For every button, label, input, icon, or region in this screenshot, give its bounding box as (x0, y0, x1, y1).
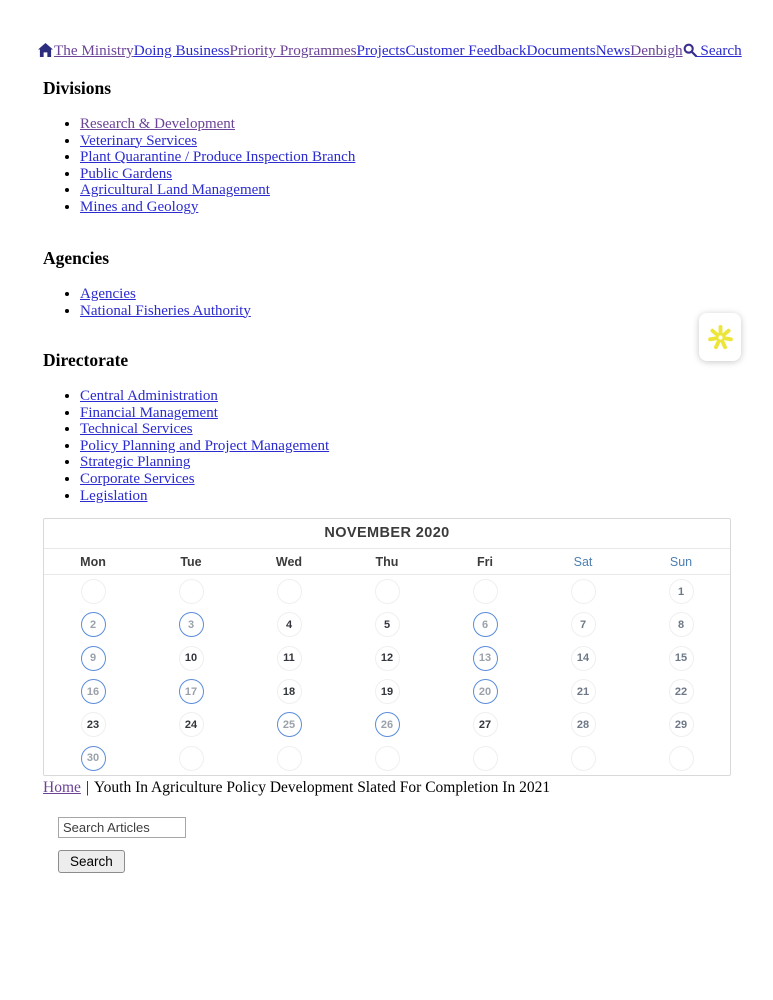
calendar-day-13[interactable]: 13 (473, 646, 498, 671)
home-icon (38, 43, 53, 57)
link-strategic-planning[interactable]: Strategic Planning (80, 454, 191, 471)
calendar-cell-22 (632, 675, 730, 708)
calendar-day-15: 15 (669, 646, 694, 671)
calendar-cell-30 (44, 741, 142, 774)
calendar-empty-circle (473, 746, 498, 771)
link-central-administration[interactable]: Central Administration (80, 388, 218, 404)
calendar-day-10: 10 (179, 646, 204, 671)
list-item (80, 421, 683, 438)
calendar-month-title: NOVEMBER 2020 (44, 519, 730, 549)
calendar-day-7: 7 (571, 612, 596, 637)
calendar-cell-1 (632, 575, 730, 608)
list-item (80, 438, 683, 455)
calendar-empty-circle (277, 579, 302, 604)
calendar-cell-2 (44, 608, 142, 641)
calendar-empty-circle (179, 579, 204, 604)
calendar-empty-circle (81, 579, 106, 604)
section-title-divisions: Divisions (43, 78, 112, 98)
calendar-day-11: 11 (277, 646, 302, 671)
list-item (80, 286, 683, 303)
calendar-empty-circle (179, 746, 204, 771)
link-technical-services[interactable]: Technical Services (80, 421, 193, 438)
calendar-day-19: 19 (375, 679, 400, 704)
calendar-cell-empty (632, 741, 730, 774)
section-title-directorate: Directorate (43, 350, 129, 370)
accessibility-widget-button[interactable] (699, 313, 741, 361)
calendar-cell-empty (142, 741, 240, 774)
calendar-day-16[interactable]: 16 (81, 679, 106, 704)
calendar-day-header-thu: Thu (375, 554, 399, 569)
calendar-cell-9 (44, 642, 142, 675)
nav-link-customer-feedback[interactable]: Customer Feedback (405, 42, 527, 59)
section-agencies (43, 248, 683, 319)
calendar-day-header-sun: Sun (669, 554, 693, 569)
calendar-empty-circle (375, 746, 400, 771)
events-calendar (43, 518, 731, 776)
search-articles-input[interactable] (58, 817, 186, 838)
calendar-cell-18 (240, 675, 338, 708)
link-plant-quarantine-produce-inspection-branch[interactable]: Plant Quarantine / Produce Inspection Branch (80, 149, 356, 166)
calendar-empty-circle (669, 746, 694, 771)
calendar-empty-circle (571, 579, 596, 604)
list-item (80, 133, 683, 150)
calendar-day-14: 14 (571, 646, 596, 671)
calendar-day-21: 21 (571, 679, 596, 704)
calendar-day-28: 28 (571, 712, 596, 737)
nav-link-search[interactable]: Search (683, 42, 742, 59)
calendar-cell-7 (534, 608, 632, 641)
calendar-day-5: 5 (375, 612, 400, 637)
calendar-cell-29 (632, 708, 730, 741)
nav-home-link[interactable] (38, 42, 53, 59)
calendar-cell-4 (240, 608, 338, 641)
calendar-cell-empty (338, 575, 436, 608)
calendar-cell-26 (338, 708, 436, 741)
list-item (80, 166, 683, 183)
agencies-link-list (43, 286, 683, 319)
nav-link-denbigh[interactable]: Denbigh (630, 42, 683, 59)
calendar-cell-19 (338, 675, 436, 708)
calendar-cell-empty (240, 741, 338, 774)
calendar-cell-empty (142, 575, 240, 608)
calendar-empty-circle (277, 746, 302, 771)
list-item (80, 388, 683, 405)
calendar-cell-empty (534, 575, 632, 608)
calendar-cell-12 (338, 642, 436, 675)
calendar-cell-empty (436, 741, 534, 774)
link-research-development[interactable]: Research & Development (80, 116, 235, 132)
calendar-cell-empty (240, 575, 338, 608)
link-legislation[interactable]: Legislation (80, 487, 148, 504)
calendar-day-header-tue: Tue (180, 554, 202, 569)
calendar-day-3[interactable]: 3 (179, 612, 204, 637)
calendar-cell-empty (338, 741, 436, 774)
calendar-cell-28 (534, 708, 632, 741)
list-item (80, 471, 683, 488)
calendar-day-1: 1 (669, 579, 694, 604)
calendar-cell-15 (632, 642, 730, 675)
calendar-day-25[interactable]: 25 (277, 712, 302, 737)
list-item (80, 303, 683, 320)
breadcrumb-article-title: Youth In Agriculture Policy Development Slated For Completion In 2021 (94, 779, 551, 796)
list-item (80, 488, 683, 505)
calendar-day-2[interactable]: 2 (81, 612, 106, 637)
section-directorate (43, 350, 683, 504)
calendar-cell-24 (142, 708, 240, 741)
calendar-cell-8 (632, 608, 730, 641)
calendar-cell-25 (240, 708, 338, 741)
calendar-cell-21 (534, 675, 632, 708)
calendar-day-header-wed: Wed (275, 554, 303, 569)
calendar-cell-empty (44, 575, 142, 608)
breadcrumb (43, 779, 550, 797)
calendar-cell-empty (436, 575, 534, 608)
nav-link-projects[interactable]: Projects (356, 42, 406, 59)
calendar-grid (44, 575, 730, 775)
directorate-link-list (43, 388, 683, 504)
calendar-cell-13 (436, 642, 534, 675)
nav-link-news[interactable]: News (595, 42, 631, 59)
calendar-cell-6 (436, 608, 534, 641)
list-item (80, 116, 683, 133)
main-nav (38, 42, 753, 60)
calendar-cell-23 (44, 708, 142, 741)
calendar-day-header-fri: Fri (477, 554, 493, 569)
nav-link-the-ministry[interactable]: The Ministry (54, 42, 134, 59)
link-financial-management[interactable]: Financial Management (80, 404, 218, 421)
calendar-cell-10 (142, 642, 240, 675)
calendar-cell-27 (436, 708, 534, 741)
calendar-cell-14 (534, 642, 632, 675)
calendar-cell-3 (142, 608, 240, 641)
calendar-day-30[interactable]: 30 (81, 746, 106, 771)
link-veterinary-services[interactable]: Veterinary Services (80, 132, 198, 149)
calendar-cell-16 (44, 675, 142, 708)
list-item (80, 149, 683, 166)
calendar-day-header-sat: Sat (573, 554, 593, 569)
calendar-day-20[interactable]: 20 (473, 679, 498, 704)
link-agencies[interactable]: Agencies (80, 286, 136, 302)
calendar-empty-circle (571, 746, 596, 771)
breadcrumb-separator: | (85, 779, 89, 796)
link-agricultural-land-management[interactable]: Agricultural Land Management (80, 182, 270, 199)
calendar-day-22: 22 (669, 679, 694, 704)
list-item (80, 182, 683, 199)
section-divisions (43, 78, 683, 216)
link-corporate-services[interactable]: Corporate Services (80, 470, 195, 487)
breadcrumb-home-link[interactable]: Home (43, 779, 81, 796)
section-title-agencies: Agencies (43, 248, 110, 268)
link-public-gardens[interactable]: Public Gardens (80, 165, 173, 182)
link-policy-planning-and-project-management[interactable]: Policy Planning and Project Management (80, 437, 330, 454)
nav-link-priority-programmes[interactable]: Priority Programmes (229, 42, 357, 59)
calendar-day-12: 12 (375, 646, 400, 671)
nav-link-documents[interactable]: Documents (526, 42, 596, 59)
calendar-day-9[interactable]: 9 (81, 646, 106, 671)
link-national-fisheries-authority[interactable]: National Fisheries Authority (80, 302, 251, 319)
calendar-day-header-mon: Mon (80, 554, 106, 569)
calendar-cell-20 (436, 675, 534, 708)
calendar-day-17[interactable]: 17 (179, 679, 204, 704)
calendar-day-6[interactable]: 6 (473, 612, 498, 637)
calendar-cell-empty (534, 741, 632, 774)
link-mines-and-geology[interactable]: Mines and Geology (80, 198, 199, 215)
calendar-day-27: 27 (473, 712, 498, 737)
calendar-day-4: 4 (277, 612, 302, 637)
calendar-empty-circle (375, 579, 400, 604)
search-articles-button[interactable]: Search (58, 850, 125, 873)
calendar-day-headers (44, 549, 730, 575)
calendar-cell-5 (338, 608, 436, 641)
divisions-link-list (43, 116, 683, 216)
nav-link-doing-business[interactable]: Doing Business (133, 42, 230, 59)
list-item (80, 454, 683, 471)
calendar-day-18: 18 (277, 679, 302, 704)
calendar-empty-circle (473, 579, 498, 604)
calendar-day-26[interactable]: 26 (375, 712, 400, 737)
asterisk-burst-icon (707, 324, 734, 351)
list-item (80, 405, 683, 422)
calendar-cell-11 (240, 642, 338, 675)
search-icon (683, 43, 697, 57)
calendar-cell-17 (142, 675, 240, 708)
calendar-day-8: 8 (669, 612, 694, 637)
calendar-day-23: 23 (81, 712, 106, 737)
list-item (80, 199, 683, 216)
calendar-day-24: 24 (179, 712, 204, 737)
calendar-day-29: 29 (669, 712, 694, 737)
